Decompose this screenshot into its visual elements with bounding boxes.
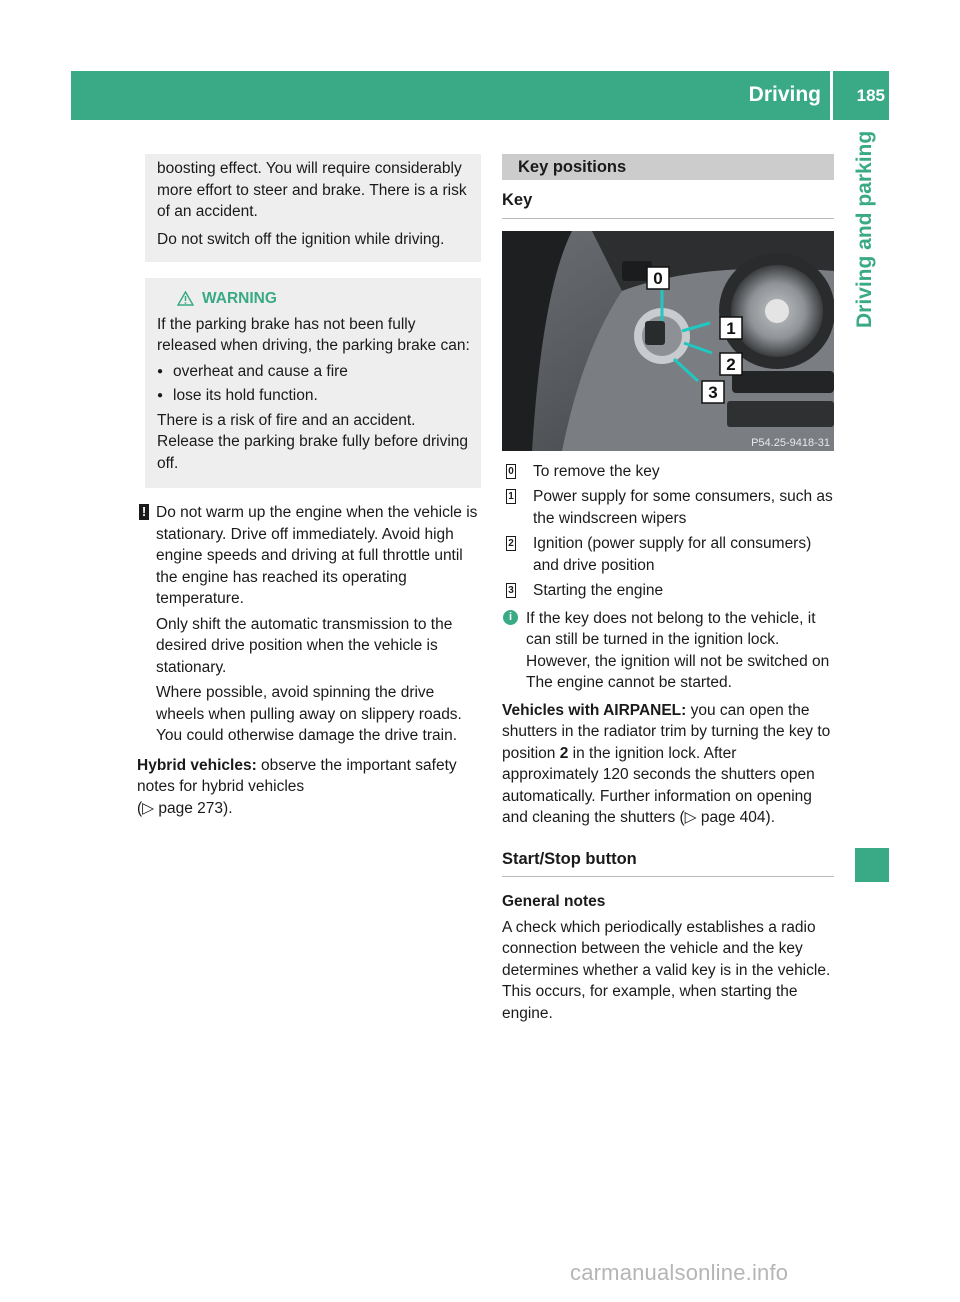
- hybrid-label: Hybrid vehicles:: [137, 756, 257, 774]
- notice-paragraph: Where possible, avoid spinning the drive wheels when pulling away on slippery roads. You could otherwise damage the drive train.: [156, 684, 462, 744]
- legend-number: 1: [506, 489, 516, 504]
- box-paragraph: Do not switch off the ignition while driving.: [157, 230, 445, 248]
- airpanel-text: you can open the shutters in the radiator trim by turning the key to position: [502, 701, 831, 762]
- right-column: [502, 154, 834, 1024]
- list-item: [502, 533, 834, 576]
- chapter-title: Driving: [748, 83, 821, 106]
- airpanel-text: in the ignition lock. After approximately 120 seconds the shutters open automatically. Further information on opening and cleaning the shutters (▷ page 404).: [502, 744, 815, 826]
- safety-continuation-box: [145, 154, 481, 262]
- exclamation-icon: !: [139, 504, 149, 520]
- general-notes-heading: General notes: [502, 893, 606, 910]
- hybrid-text: observe the important safety notes for hybrid vehicles: [137, 756, 457, 795]
- svg-text:3: 3: [708, 382, 718, 402]
- list-item: [502, 461, 834, 483]
- key-positions-legend: [502, 461, 834, 602]
- legend-text: Power supply for some consumers, such as the windscreen wipers: [533, 488, 833, 527]
- subsection-title: Start/Stop button: [502, 849, 834, 878]
- left-column: [137, 154, 481, 819]
- list-item: [502, 580, 834, 602]
- info-icon: i: [503, 610, 518, 625]
- info-text: If the key does not belong to the vehicle, it can still be turned in the ignition lock. However, the ignition will not be switched on The engine cannot be started.: [526, 609, 830, 691]
- legend-text: To remove the key: [533, 462, 660, 480]
- warning-intro: If the parking brake has not been fully released when driving, the parking brake can:: [157, 315, 470, 354]
- hybrid-note: [137, 755, 481, 820]
- page-header: [71, 71, 889, 120]
- subsection-title: Key: [502, 190, 834, 219]
- warning-title: WARNING: [202, 290, 277, 307]
- svg-text:0: 0: [653, 268, 663, 288]
- page-number: 185: [856, 86, 885, 105]
- legend-text: Ignition (power supply for all consumers) and drive position: [533, 535, 812, 574]
- legend-number: 0: [506, 464, 516, 479]
- ignition-lock-illustration: [502, 231, 834, 451]
- box-paragraph: boosting effect. You will require considerably more effort to steer and brake. There is a risk of an accident.: [157, 160, 467, 220]
- header-divider: [830, 71, 833, 120]
- airpanel-position: 2: [559, 744, 569, 762]
- key-positions-figure: [502, 231, 834, 451]
- section-title: Key positions: [502, 154, 834, 180]
- side-tab-label: Driving and parking: [853, 130, 876, 328]
- watermark: carmanualsonline.info: [570, 1260, 789, 1285]
- svg-text:2: 2: [726, 354, 736, 374]
- list-item: [502, 486, 834, 529]
- svg-text:1: 1: [726, 318, 736, 338]
- airpanel-label: Vehicles with AIRPANEL:: [502, 701, 687, 719]
- warning-heading: [157, 288, 473, 310]
- callout-2: [720, 353, 742, 375]
- notice-paragraph: Only shift the automatic transmission to the desired drive position when the vehicle is stationary.: [156, 615, 453, 676]
- side-tab-marker: [855, 848, 889, 882]
- page-reference[interactable]: (▷ page 273).: [137, 799, 233, 817]
- warning-outro: There is a risk of fire and an accident. Release the parking brake fully before driving off.: [157, 411, 469, 472]
- warning-triangle-icon: [177, 291, 194, 306]
- figure-code: P54.25-9418-31: [751, 436, 830, 449]
- info-note: [502, 608, 834, 694]
- warning-box: [145, 278, 481, 488]
- callout-3: [702, 381, 724, 403]
- material-damage-notice: [137, 502, 481, 747]
- warning-bullet: ● overheat and cause a fire: [157, 361, 473, 383]
- notice-paragraph: Do not warm up the engine when the vehicle is stationary. Drive off immediately. Avoid high engine speeds and driving at full throttle until the engine has reached its operating temperature.: [156, 504, 478, 607]
- general-notes-text: A check which periodically establishes a radio connection between the vehicle and the key determines whether a valid key is in the vehicle. This occurs, for example, when starting the engine.: [502, 918, 831, 1022]
- legend-number: 2: [506, 536, 516, 551]
- legend-number: 3: [506, 583, 516, 598]
- callout-1: [720, 317, 742, 339]
- callout-0: [647, 267, 669, 289]
- airpanel-note: [502, 700, 834, 829]
- legend-text: Starting the engine: [533, 582, 664, 599]
- warning-bullet: ● lose its hold function.: [157, 385, 473, 407]
